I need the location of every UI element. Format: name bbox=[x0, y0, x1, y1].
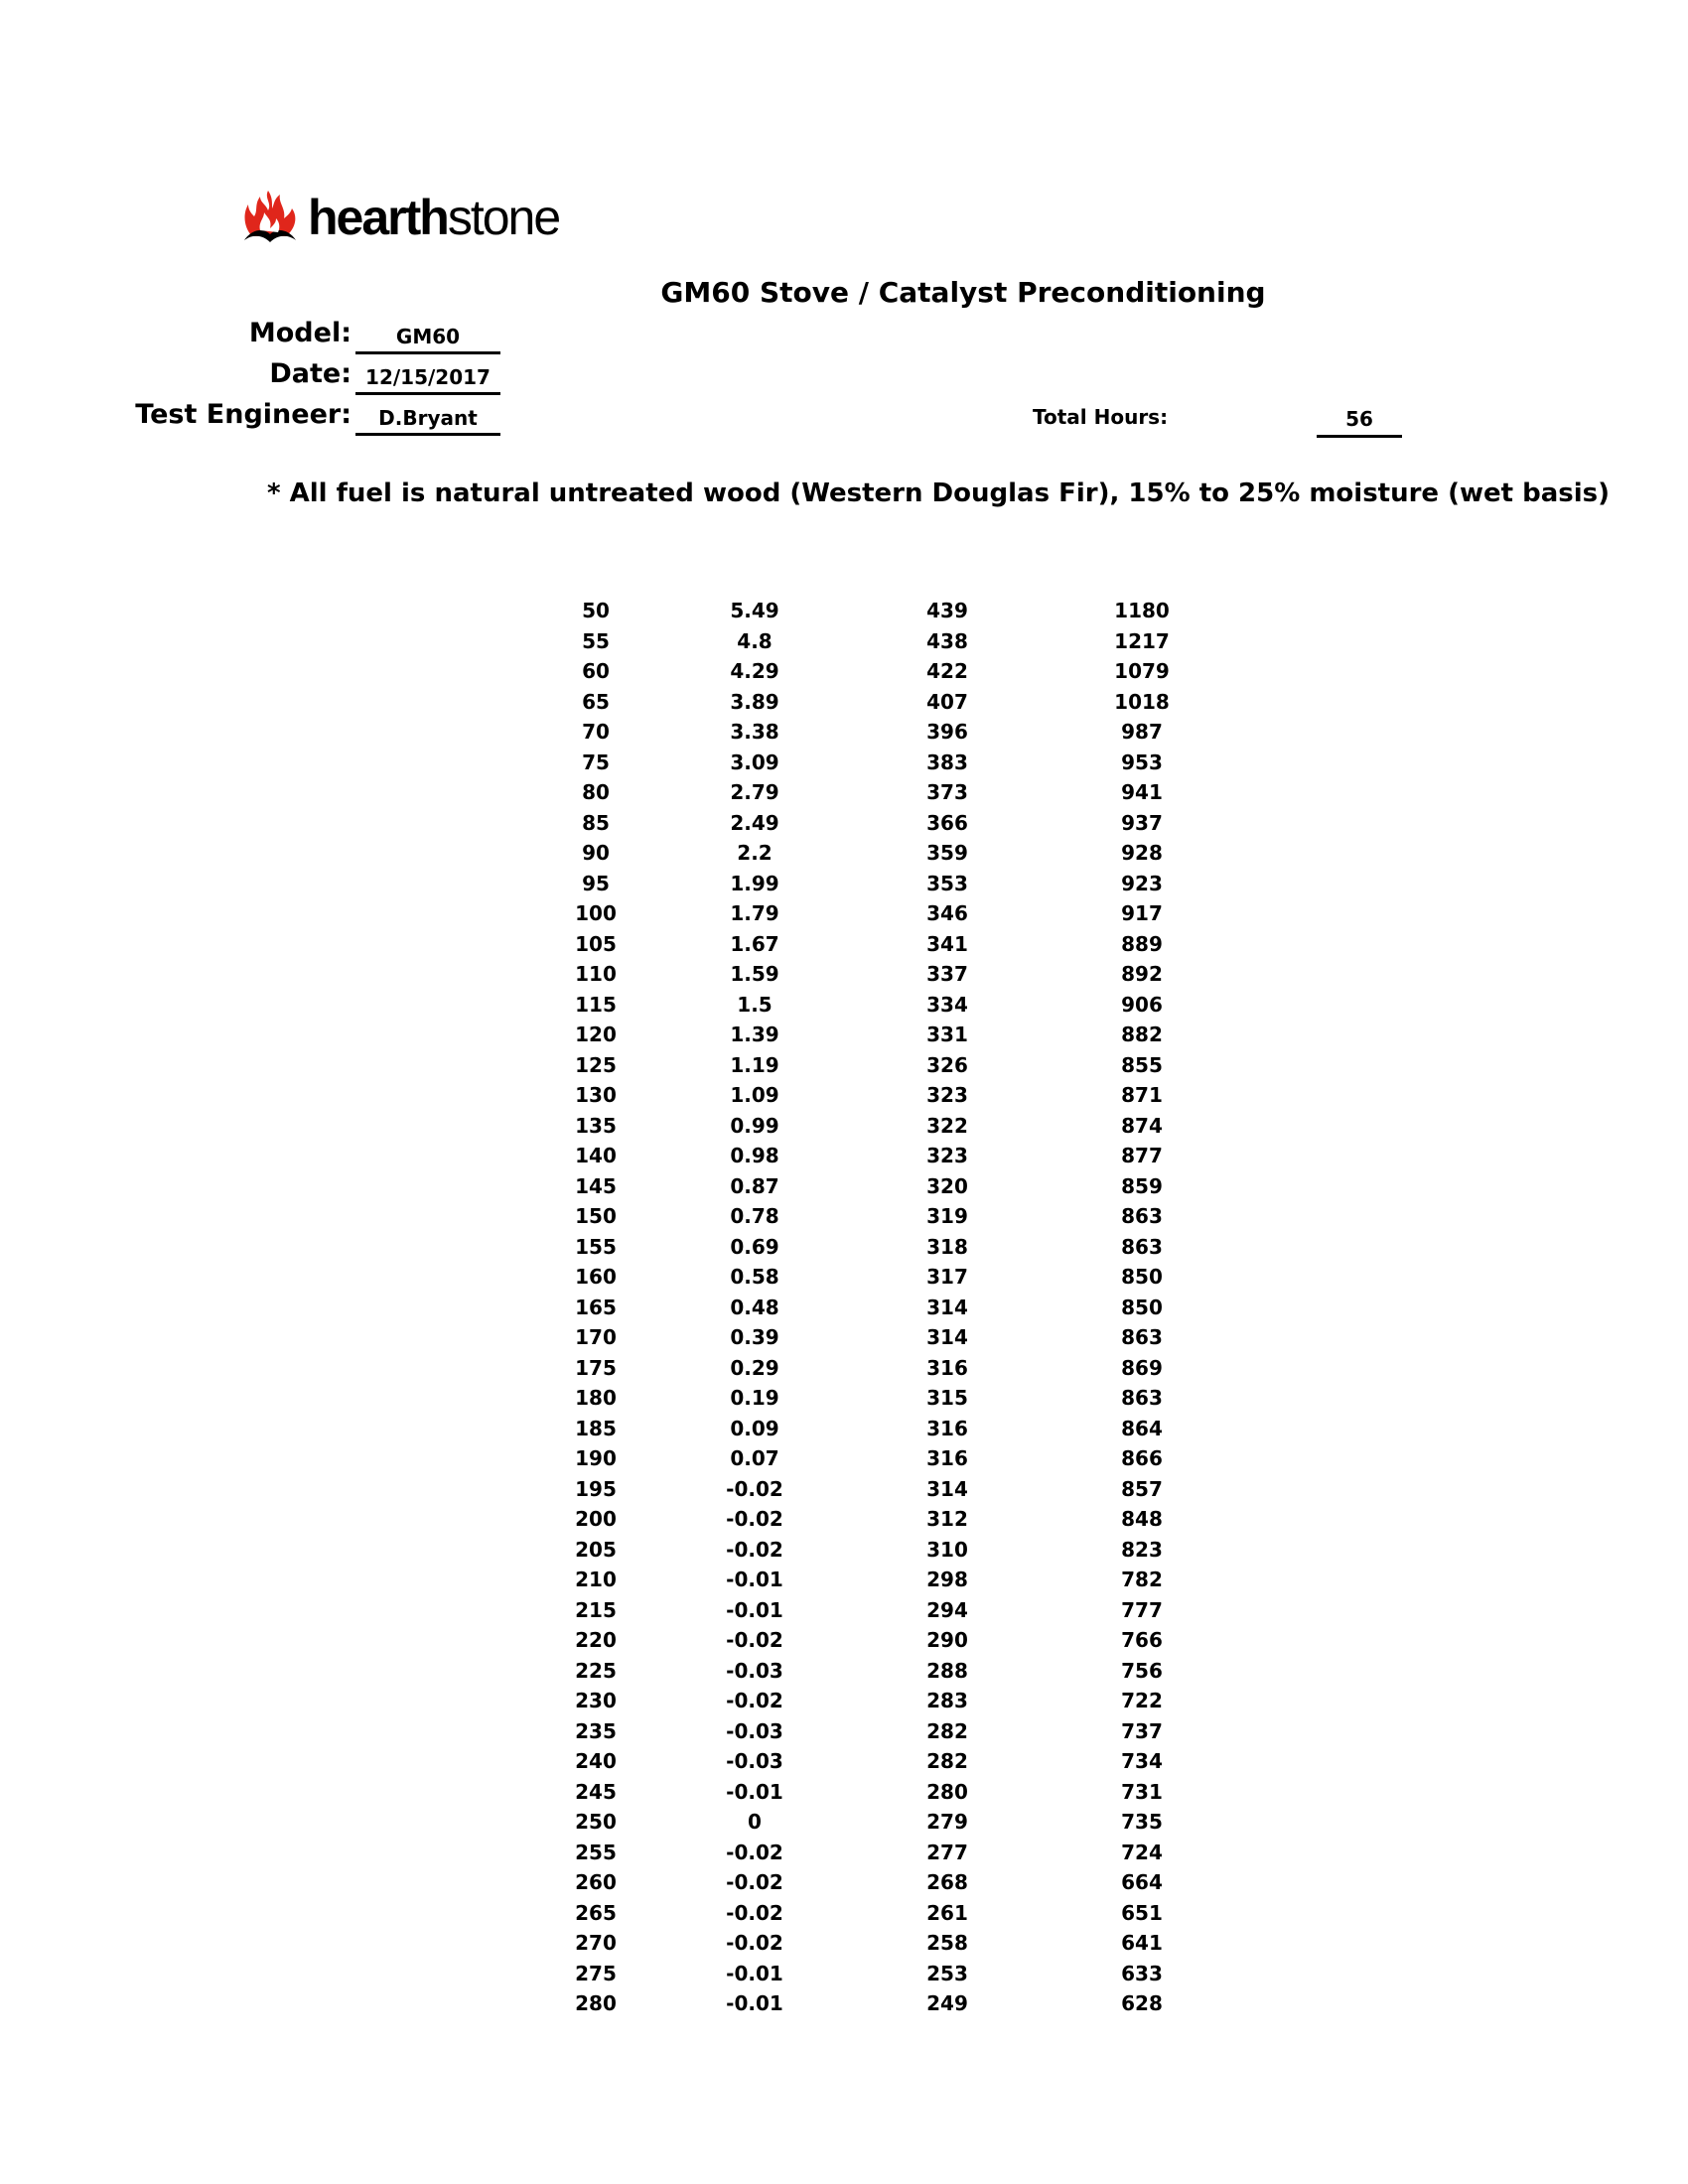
table-cell: -0.01 bbox=[726, 1991, 783, 2015]
table-cell: 312 bbox=[926, 1507, 968, 1531]
table-row bbox=[536, 1928, 1241, 1959]
table-cell: 848 bbox=[1121, 1507, 1163, 1531]
table-row bbox=[536, 1988, 1241, 2019]
table-cell: 766 bbox=[1121, 1628, 1163, 1652]
table-cell: 265 bbox=[575, 1900, 617, 1925]
table-row bbox=[536, 1050, 1241, 1081]
table-cell: 734 bbox=[1121, 1749, 1163, 1773]
data-table bbox=[536, 596, 1241, 2019]
table-cell: 1.5 bbox=[737, 992, 773, 1017]
table-cell: 250 bbox=[575, 1810, 617, 1834]
table-cell: 258 bbox=[926, 1931, 968, 1955]
table-row bbox=[536, 1535, 1241, 1566]
table-cell: 0.39 bbox=[730, 1325, 779, 1349]
table-cell: 320 bbox=[926, 1173, 968, 1198]
table-row bbox=[536, 869, 1241, 899]
table-cell: 322 bbox=[926, 1113, 968, 1138]
table-row bbox=[536, 1565, 1241, 1595]
table-cell: 314 bbox=[926, 1295, 968, 1319]
table-cell: 5.49 bbox=[730, 599, 779, 622]
table-cell: 1018 bbox=[1114, 689, 1170, 714]
table-row bbox=[536, 1746, 1241, 1777]
table-cell: 438 bbox=[926, 628, 968, 653]
table-row bbox=[536, 1293, 1241, 1323]
table-cell: 1217 bbox=[1114, 628, 1170, 653]
table-cell: 120 bbox=[575, 1023, 617, 1046]
table-cell: 249 bbox=[926, 1991, 968, 2015]
table-cell: 864 bbox=[1121, 1416, 1163, 1440]
table-cell: 396 bbox=[926, 720, 968, 744]
model-label: Model: bbox=[248, 318, 352, 348]
table-row bbox=[536, 596, 1241, 626]
table-cell: 319 bbox=[926, 1204, 968, 1228]
table-cell: 341 bbox=[926, 931, 968, 956]
table-cell: 230 bbox=[575, 1689, 617, 1712]
table-cell: 1.67 bbox=[730, 931, 779, 956]
table-cell: 75 bbox=[582, 750, 610, 774]
table-cell: 65 bbox=[582, 689, 610, 714]
table-cell: 160 bbox=[575, 1265, 617, 1289]
brand-light: stone bbox=[447, 190, 560, 245]
table-cell: 0.98 bbox=[730, 1144, 779, 1167]
table-row bbox=[536, 717, 1241, 748]
table-cell: 3.38 bbox=[730, 720, 779, 744]
table-cell: 628 bbox=[1121, 1991, 1163, 2015]
table-row bbox=[536, 1716, 1241, 1747]
table-cell: 777 bbox=[1121, 1597, 1163, 1622]
table-cell: 1.79 bbox=[730, 901, 779, 925]
table-cell: 866 bbox=[1121, 1446, 1163, 1470]
table-cell: 859 bbox=[1121, 1173, 1163, 1198]
table-cell: 2.49 bbox=[730, 810, 779, 835]
table-row bbox=[536, 687, 1241, 718]
table-cell: 987 bbox=[1121, 720, 1163, 744]
table-row bbox=[536, 777, 1241, 808]
table-row bbox=[536, 929, 1241, 960]
table-row bbox=[536, 1838, 1241, 1868]
table-cell: 0.78 bbox=[730, 1204, 779, 1228]
table-cell: 724 bbox=[1121, 1840, 1163, 1864]
table-cell: 863 bbox=[1121, 1325, 1163, 1349]
table-row bbox=[536, 1625, 1241, 1656]
table-cell: 240 bbox=[575, 1749, 617, 1773]
table-row bbox=[536, 1595, 1241, 1626]
table-cell: 280 bbox=[575, 1991, 617, 2015]
table-cell: 366 bbox=[926, 810, 968, 835]
table-cell: 210 bbox=[575, 1568, 617, 1591]
table-cell: 373 bbox=[926, 780, 968, 804]
table-cell: 0.07 bbox=[730, 1446, 779, 1470]
table-cell: 2.79 bbox=[730, 780, 779, 804]
hearthstone-logo bbox=[238, 189, 559, 246]
table-row bbox=[536, 656, 1241, 687]
table-cell: 641 bbox=[1121, 1931, 1163, 1955]
table-cell: 0.09 bbox=[730, 1416, 779, 1440]
table-cell: -0.02 bbox=[726, 1476, 783, 1501]
table-cell: 0.87 bbox=[730, 1173, 779, 1198]
table-cell: 316 bbox=[926, 1416, 968, 1440]
table-cell: 245 bbox=[575, 1779, 617, 1804]
table-cell: 857 bbox=[1121, 1476, 1163, 1501]
table-cell: -0.01 bbox=[726, 1779, 783, 1804]
table-cell: 314 bbox=[926, 1325, 968, 1349]
table-cell: 316 bbox=[926, 1446, 968, 1470]
table-row bbox=[536, 898, 1241, 929]
table-cell: 407 bbox=[926, 689, 968, 714]
table-cell: 906 bbox=[1121, 992, 1163, 1017]
table-cell: 882 bbox=[1121, 1023, 1163, 1046]
table-cell: -0.02 bbox=[726, 1900, 783, 1925]
table-cell: 60 bbox=[582, 659, 610, 683]
date-value: 12/15/2017 bbox=[355, 360, 500, 395]
table-cell: -0.03 bbox=[726, 1718, 783, 1743]
table-row bbox=[536, 626, 1241, 657]
table-cell: 334 bbox=[926, 992, 968, 1017]
table-cell: 0.58 bbox=[730, 1265, 779, 1289]
table-cell: 941 bbox=[1121, 780, 1163, 804]
table-cell: 200 bbox=[575, 1507, 617, 1531]
table-row bbox=[536, 990, 1241, 1021]
table-row bbox=[536, 1414, 1241, 1444]
table-cell: 359 bbox=[926, 841, 968, 865]
table-cell: 105 bbox=[575, 931, 617, 956]
table-cell: 283 bbox=[926, 1689, 968, 1712]
table-cell: 270 bbox=[575, 1931, 617, 1955]
table-row bbox=[536, 748, 1241, 778]
table-cell: 261 bbox=[926, 1900, 968, 1925]
table-cell: -0.02 bbox=[726, 1840, 783, 1864]
table-cell: 215 bbox=[575, 1597, 617, 1622]
page-title: GM60 Stove / Catalyst Preconditioning bbox=[660, 276, 1266, 309]
table-cell: 279 bbox=[926, 1810, 968, 1834]
table-cell: -0.02 bbox=[726, 1931, 783, 1955]
table-cell: 735 bbox=[1121, 1810, 1163, 1834]
table-cell: 855 bbox=[1121, 1052, 1163, 1077]
table-cell: 346 bbox=[926, 901, 968, 925]
table-cell: 337 bbox=[926, 962, 968, 986]
table-row bbox=[536, 1171, 1241, 1202]
table-cell: 205 bbox=[575, 1537, 617, 1562]
table-cell: 782 bbox=[1121, 1568, 1163, 1591]
table-row bbox=[536, 1504, 1241, 1535]
table-row bbox=[536, 1443, 1241, 1474]
table-row bbox=[536, 1141, 1241, 1171]
table-cell: 298 bbox=[926, 1568, 968, 1591]
table-cell: 70 bbox=[582, 720, 610, 744]
table-cell: 664 bbox=[1121, 1870, 1163, 1894]
table-cell: 318 bbox=[926, 1234, 968, 1259]
table-cell: 850 bbox=[1121, 1295, 1163, 1319]
table-cell: 317 bbox=[926, 1265, 968, 1289]
table-cell: 823 bbox=[1121, 1537, 1163, 1562]
brand-bold: hearth bbox=[308, 190, 448, 245]
table-cell: 255 bbox=[575, 1840, 617, 1864]
table-row bbox=[536, 1807, 1241, 1838]
table-cell: 331 bbox=[926, 1023, 968, 1046]
table-cell: 1180 bbox=[1114, 599, 1170, 622]
table-row bbox=[536, 1353, 1241, 1384]
table-cell: 863 bbox=[1121, 1234, 1163, 1259]
table-cell: 422 bbox=[926, 659, 968, 683]
table-cell: 737 bbox=[1121, 1718, 1163, 1743]
table-cell: 316 bbox=[926, 1355, 968, 1380]
table-cell: 0.48 bbox=[730, 1295, 779, 1319]
table-row bbox=[536, 1201, 1241, 1232]
total-hours-value: 56 bbox=[1317, 401, 1402, 438]
table-cell: 323 bbox=[926, 1144, 968, 1167]
table-cell: 953 bbox=[1121, 750, 1163, 774]
table-cell: -0.02 bbox=[726, 1507, 783, 1531]
table-cell: 100 bbox=[575, 901, 617, 925]
table-cell: 756 bbox=[1121, 1658, 1163, 1683]
table-cell: 0 bbox=[748, 1810, 762, 1834]
table-cell: 150 bbox=[575, 1204, 617, 1228]
table-cell: 1.59 bbox=[730, 962, 779, 986]
table-cell: 937 bbox=[1121, 810, 1163, 835]
table-row bbox=[536, 1686, 1241, 1716]
table-cell: 1.09 bbox=[730, 1083, 779, 1107]
model-value: GM60 bbox=[355, 320, 500, 354]
table-cell: 877 bbox=[1121, 1144, 1163, 1167]
table-cell: -0.03 bbox=[726, 1749, 783, 1773]
table-cell: -0.02 bbox=[726, 1689, 783, 1712]
total-hours-label: Total Hours: bbox=[1033, 405, 1169, 429]
table-cell: 220 bbox=[575, 1628, 617, 1652]
table-cell: 235 bbox=[575, 1718, 617, 1743]
table-cell: 863 bbox=[1121, 1204, 1163, 1228]
table-row bbox=[536, 959, 1241, 990]
table-cell: 85 bbox=[582, 810, 610, 835]
table-cell: 3.09 bbox=[730, 750, 779, 774]
table-cell: 50 bbox=[582, 599, 610, 622]
table-cell: 125 bbox=[575, 1052, 617, 1077]
table-cell: 165 bbox=[575, 1295, 617, 1319]
flame-icon bbox=[238, 189, 302, 246]
table-cell: 95 bbox=[582, 871, 610, 895]
table-cell: 1.99 bbox=[730, 871, 779, 895]
table-cell: -0.02 bbox=[726, 1870, 783, 1894]
table-row bbox=[536, 1867, 1241, 1898]
table-cell: 135 bbox=[575, 1113, 617, 1138]
table-cell: 155 bbox=[575, 1234, 617, 1259]
table-cell: 928 bbox=[1121, 841, 1163, 865]
table-cell: 923 bbox=[1121, 871, 1163, 895]
table-row bbox=[536, 1080, 1241, 1111]
table-cell: 225 bbox=[575, 1658, 617, 1683]
table-cell: 310 bbox=[926, 1537, 968, 1562]
table-cell: 892 bbox=[1121, 962, 1163, 986]
table-row bbox=[536, 808, 1241, 839]
table-cell: 253 bbox=[926, 1961, 968, 1985]
table-row bbox=[536, 1020, 1241, 1050]
table-cell: 4.29 bbox=[730, 659, 779, 683]
table-cell: 1.19 bbox=[730, 1052, 779, 1077]
date-label: Date: bbox=[269, 358, 352, 389]
table-cell: 55 bbox=[582, 628, 610, 653]
fuel-note: * All fuel is natural untreated wood (Western Douglas Fir), 15% to 25% moisture (wet basis) bbox=[266, 478, 1611, 508]
table-cell: -0.01 bbox=[726, 1568, 783, 1591]
table-row bbox=[536, 1383, 1241, 1414]
table-cell: 1.39 bbox=[730, 1023, 779, 1046]
table-cell: 869 bbox=[1121, 1355, 1163, 1380]
table-cell: 260 bbox=[575, 1870, 617, 1894]
table-cell: 110 bbox=[575, 962, 617, 986]
table-cell: 1079 bbox=[1114, 659, 1170, 683]
table-row bbox=[536, 1111, 1241, 1142]
table-cell: 280 bbox=[926, 1779, 968, 1804]
table-cell: 314 bbox=[926, 1476, 968, 1501]
table-cell: 175 bbox=[575, 1355, 617, 1380]
table-cell: 889 bbox=[1121, 931, 1163, 956]
table-cell: 2.2 bbox=[737, 841, 773, 865]
table-cell: 0.19 bbox=[730, 1386, 779, 1410]
table-cell: 294 bbox=[926, 1597, 968, 1622]
table-cell: 326 bbox=[926, 1052, 968, 1077]
table-cell: 722 bbox=[1121, 1689, 1163, 1712]
table-cell: 290 bbox=[926, 1628, 968, 1652]
table-cell: 4.8 bbox=[737, 628, 773, 653]
table-row bbox=[536, 1959, 1241, 1989]
brand-wordmark bbox=[308, 190, 560, 245]
table-cell: 130 bbox=[575, 1083, 617, 1107]
table-row bbox=[536, 1232, 1241, 1263]
table-row bbox=[536, 1656, 1241, 1687]
table-cell: 323 bbox=[926, 1083, 968, 1107]
table-cell: 180 bbox=[575, 1386, 617, 1410]
engineer-label: Test Engineer: bbox=[135, 399, 352, 430]
table-cell: 275 bbox=[575, 1961, 617, 1985]
table-cell: 282 bbox=[926, 1718, 968, 1743]
table-cell: 850 bbox=[1121, 1265, 1163, 1289]
table-cell: 633 bbox=[1121, 1961, 1163, 1985]
table-cell: -0.01 bbox=[726, 1961, 783, 1985]
table-cell: 282 bbox=[926, 1749, 968, 1773]
table-row bbox=[536, 1322, 1241, 1353]
table-cell: 140 bbox=[575, 1144, 617, 1167]
table-cell: 3.89 bbox=[730, 689, 779, 714]
table-cell: 0.99 bbox=[730, 1113, 779, 1138]
engineer-value: D.Bryant bbox=[355, 401, 500, 436]
table-cell: 874 bbox=[1121, 1113, 1163, 1138]
table-cell: -0.01 bbox=[726, 1597, 783, 1622]
table-cell: 731 bbox=[1121, 1779, 1163, 1804]
table-cell: 651 bbox=[1121, 1900, 1163, 1925]
table-cell: 268 bbox=[926, 1870, 968, 1894]
table-row bbox=[536, 838, 1241, 869]
table-cell: 115 bbox=[575, 992, 617, 1017]
table-cell: 0.29 bbox=[730, 1355, 779, 1380]
table-cell: -0.03 bbox=[726, 1658, 783, 1683]
table-cell: 288 bbox=[926, 1658, 968, 1683]
table-cell: 185 bbox=[575, 1416, 617, 1440]
table-cell: 315 bbox=[926, 1386, 968, 1410]
table-cell: 170 bbox=[575, 1325, 617, 1349]
table-cell: -0.02 bbox=[726, 1628, 783, 1652]
table-cell: 195 bbox=[575, 1476, 617, 1501]
table-cell: 383 bbox=[926, 750, 968, 774]
table-cell: 439 bbox=[926, 599, 968, 622]
table-cell: 353 bbox=[926, 871, 968, 895]
table-row bbox=[536, 1898, 1241, 1929]
table-cell: 145 bbox=[575, 1173, 617, 1198]
table-row bbox=[536, 1262, 1241, 1293]
table-cell: -0.02 bbox=[726, 1537, 783, 1562]
table-cell: 90 bbox=[582, 841, 610, 865]
table-cell: 871 bbox=[1121, 1083, 1163, 1107]
table-cell: 190 bbox=[575, 1446, 617, 1470]
table-cell: 917 bbox=[1121, 901, 1163, 925]
table-cell: 277 bbox=[926, 1840, 968, 1864]
table-cell: 80 bbox=[582, 780, 610, 804]
table-row bbox=[536, 1777, 1241, 1808]
table-cell: 0.69 bbox=[730, 1234, 779, 1259]
table-cell: 863 bbox=[1121, 1386, 1163, 1410]
table-row bbox=[536, 1474, 1241, 1505]
